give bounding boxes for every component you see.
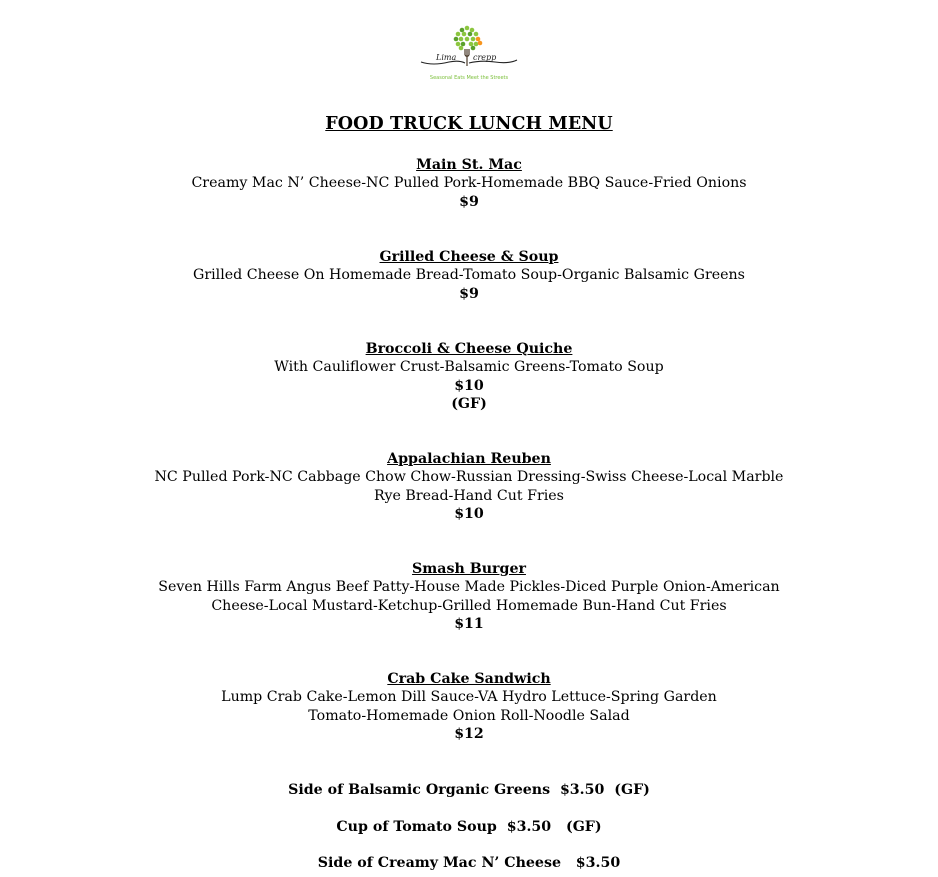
leaf-dot (462, 32, 467, 37)
leaf-dot (460, 28, 465, 33)
leaf-dot (465, 37, 470, 42)
menu-item-name: Smash Burger (412, 561, 526, 577)
menu-item-name: Crab Cake Sandwich (387, 671, 551, 687)
menu-item-name: Appalachian Reuben (387, 451, 551, 467)
leaf-dot (474, 32, 479, 37)
logo-tagline: Seasonal Eats Meet the Streets (429, 75, 509, 81)
menu-item (0, 156, 938, 211)
leaf-dot (471, 46, 476, 51)
logo-right-word: crepp (473, 53, 497, 62)
menu-item-price: $10 (454, 377, 484, 394)
menu-item-description: NC Pulled Pork-NC Cabbage Chow Chow-Russian Dressing-Swiss Cheese-Local Marble (154, 469, 784, 486)
menu-item-description: Lump Crab Cake-Lemon Dill Sauce-VA Hydro Lettuce-Spring Garden (221, 689, 717, 706)
menu-item (0, 248, 938, 303)
menu-item-price: $12 (454, 726, 484, 743)
leaf-dot (478, 41, 483, 46)
menu-item (0, 450, 938, 524)
leaf-dot (459, 46, 464, 51)
menu-item (0, 670, 938, 744)
menu-item-description: With Cauliflower Crust-Balsamic Greens-Tomato Soup (274, 359, 664, 376)
menu-item-description: Creamy Mac N’ Cheese-NC Pulled Pork-Homemade BBQ Sauce-Fried Onions (191, 175, 747, 192)
menu-item-description: Grilled Cheese On Homemade Bread-Tomato Soup-Organic Balsamic Greens (193, 267, 745, 284)
leaf-dot (468, 32, 473, 37)
menu-item-name: Grilled Cheese & Soup (379, 249, 559, 265)
leaf-dot (456, 42, 461, 47)
menu-item (0, 340, 938, 414)
menu-item-price: $9 (459, 285, 479, 302)
menu-item (0, 560, 938, 634)
menu-item-gluten-free-tag: (GF) (451, 396, 487, 413)
side-item: Side of Balsamic Organic Greens $3.50 (GF) (288, 782, 650, 798)
leaf-dot (470, 28, 475, 33)
menu-item-description: Cheese-Local Mustard-Ketchup-Grilled Homemade Bun-Hand Cut Fries (211, 597, 727, 614)
leaf-dot (469, 42, 474, 47)
leaf-dot (465, 26, 470, 31)
menu-title: FOOD TRUCK LUNCH MENU (325, 114, 613, 134)
leaf-dot (476, 37, 481, 42)
leaf-dot (459, 37, 464, 42)
leaf-dot (471, 37, 476, 42)
menu-item-description: Seven Hills Farm Angus Beef Patty-House Made Pickles-Diced Purple Onion-American (158, 579, 780, 596)
logo-left-word: Lima (436, 53, 457, 62)
menu-item-name: Main St. Mac (416, 157, 522, 173)
side-item: Side of Creamy Mac N’ Cheese $3.50 (317, 855, 621, 871)
menu-item-description: Tomato-Homemade Onion Roll-Noodle Salad (308, 707, 630, 724)
leaf-dot (474, 42, 479, 47)
brand-logo (419, 22, 519, 84)
leaf-dot (456, 32, 461, 37)
side-item: Cup of Tomato Soup $3.50 (GF) (336, 819, 602, 835)
menu-item-name: Broccoli & Cheese Quiche (365, 341, 573, 357)
menu-item-price: $11 (454, 616, 484, 633)
menu-item-price: $10 (454, 506, 484, 523)
leaf-dot (454, 37, 459, 42)
menu-item-description: Rye Bread-Hand Cut Fries (374, 487, 564, 504)
menu-item-price: $9 (459, 193, 479, 210)
leaf-dot (461, 42, 466, 47)
